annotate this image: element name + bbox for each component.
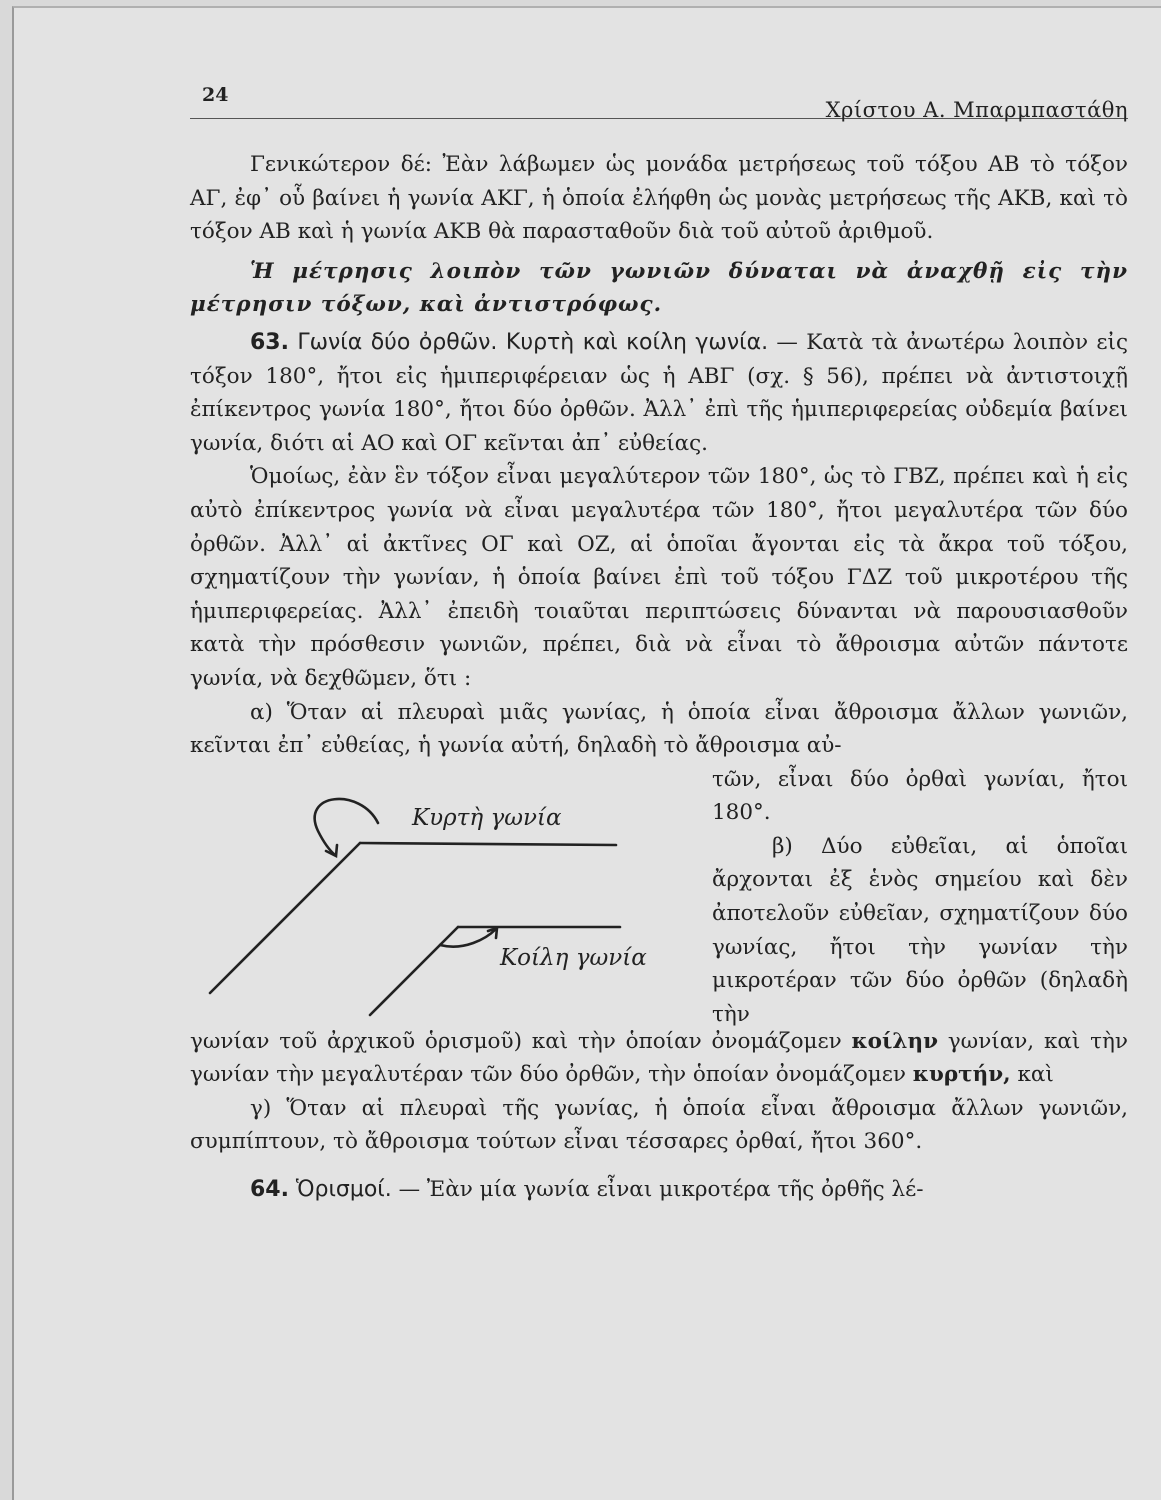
list-item-a: α) Ὅταν αἱ πλευραὶ μιᾶς γωνίας, ἡ ὁποία εἶναι ἄθροισμα ἄλλων γωνιῶν, κεῖνται ἐπ᾿ εὐθείας, ἡ γωνία αὐτή, δηλαδὴ τὸ ἄθροισμα αὐ- xyxy=(190,699,1128,759)
concave-angle-label: Κοίλη γωνία xyxy=(500,944,647,971)
page-header xyxy=(190,84,1128,122)
list-item-c: γ) Ὅταν αἱ πλευραὶ τῆς γωνίας, ἡ ὁποία εἶναι ἄθροισμα ἄλλων γωνιῶν, συμπίπτουν, τὸ ἄθροισμα τούτων εἶναι τέσσαρες ὀρθαί, ἤτοι 360°. xyxy=(190,1095,1128,1155)
page-number: 24 xyxy=(202,84,229,106)
term-concave: κοίλην xyxy=(851,1028,939,1054)
section-title: Ὁρισμοί. xyxy=(295,1177,392,1203)
figure-side-text xyxy=(712,763,1128,1032)
section-text: — Ἐὰν μία γωνία εἶναι μικροτέρα τῆς ὀρθῆς λέ- xyxy=(391,1177,924,1203)
angle-figure xyxy=(190,793,690,1025)
paragraph: Ὁμοίως, ἐὰν ἓν τόξον εἶναι μεγαλύτερον τῶν 180°, ὡς τὸ ΓΒΖ, πρέπει καὶ ἡ εἰς αὐτὸ ἐπίκεντρος γωνία νὰ εἶναι μεγαλυτέρα τῶν 180°, ἤτοι μεγαλυτέρα τῶν δύο ὀρθῶν. Ἀλλ᾿ αἱ ἀκτῖνες ΟΓ καὶ ΟΖ, αἱ ὁποῖαι ἄγονται εἰς τὰ ἄκρα τοῦ τόξου, σχηματίζουν τὴν γωνίαν, ἡ ὁποία βαίνει ἐπὶ τοῦ τόξου ΓΔΖ τοῦ μικροτέρου τῆς ἡμιπεριφερείας. Ἀλλ᾿ ἐπειδὴ τοιαῦται περιπτώσεις δύνανται νὰ παρουσιασθοῦν κατὰ τὴν πρόσθεσιν γωνιῶν, πρέπει, διὰ νὰ εἶναι τὸ ἄθροισμα αὐτῶν πάντοτε γωνία, νὰ δεχθῶμεν, ὅτι : xyxy=(190,464,1128,691)
text-run: γωνίαν τοῦ ἀρχικοῦ ὁρισμοῦ) καὶ τὴν ὁποίαν ὀνομάζομεν xyxy=(190,1028,852,1054)
angle-diagram xyxy=(190,793,690,1025)
running-head: Χρίστου Α. Μπαρμπαστάθη xyxy=(825,98,1128,122)
section-title: Γωνία δύο ὀρθῶν. Κυρτὴ καὶ κοίλη γωνία. xyxy=(297,329,769,355)
section-63 xyxy=(190,326,1128,460)
emphasis-paragraph: Ἡ μέτρησις λοιπὸν τῶν γωνιῶν δύναται νὰ ἀναχθῇ εἰς τὴν μέτρησιν τόξων, καὶ ἀντιστρόφως. xyxy=(190,258,1128,318)
paragraph: Γενικώτερον δέ: Ἐὰν λάβωμεν ὡς μονάδα μετρήσεως τοῦ τόξου ΑΒ τὸ τόξον ΑΓ, ἐφ᾿ οὗ βαίνει ἡ γωνία ΑΚΓ, ἡ ὁποία ἐλήφθη ὡς μονὰς μετρήσεως τῆς ΑΚΒ, καὶ τὸ τόξον ΑΒ καὶ ἡ γωνία ΑΚΒ θὰ παρασταθοῦν διὰ τοῦ αὐτοῦ ἀριθμοῦ. xyxy=(190,152,1128,245)
text-run: γωνίαν, καὶ τὴν γωνίαν τὴν μεγαλυτέραν τῶν δύο ὀρθῶν, τὴν ὁποίαν ὀνομάζομεν xyxy=(190,1028,1128,1088)
list-item-a-continued: τῶν, εἶναι δύο ὀρθαὶ γωνίαι, ἤτοι 180°. xyxy=(712,766,1128,826)
section-text: — Κατὰ τὰ ἀνωτέρω λοιπὸν εἰς τόξον 180°, ἤτοι εἰς ἡμιπεριφέρειαν ὡς ἡ ΑΒΓ (σχ. § 56), πρέπει νὰ ἀντιστοιχῇ ἐπίκεντρος γωνία 180°, ἤτοι δύο ὀρθῶν. Ἀλλ᾿ ἐπὶ τῆς ἡμιπεριφερείας οὐδεμία βαίνει γωνία, διότι αἱ ΑΟ καὶ ΟΓ κεῖνται ἀπ᾿ εὐθείας. xyxy=(190,329,1128,456)
convex-angle-label: Κυρτὴ γωνία xyxy=(412,804,562,831)
list-item-b-continued xyxy=(190,1025,1128,1092)
list-item-b: β) Δύο εὐθεῖαι, αἱ ὁποῖαι ἄρχονται ἐξ ἑνὸς σημείου καὶ δὲν ἀποτελοῦν εὐθεῖαν, σχηματίζουν δύο γωνίας, ἤτοι τὴν γωνίαν τὴν μικροτέραν τῶν δύο ὀρθῶν (δηλαδὴ τὴν xyxy=(712,833,1128,1027)
section-number: 64. xyxy=(250,1177,289,1203)
section-number: 63. xyxy=(250,329,289,355)
term-convex: κυρτήν, xyxy=(912,1062,1011,1088)
page-body xyxy=(190,148,1128,1207)
figure-row xyxy=(190,763,1128,1025)
text-run: καὶ xyxy=(1010,1062,1054,1088)
section-64 xyxy=(190,1173,1128,1207)
